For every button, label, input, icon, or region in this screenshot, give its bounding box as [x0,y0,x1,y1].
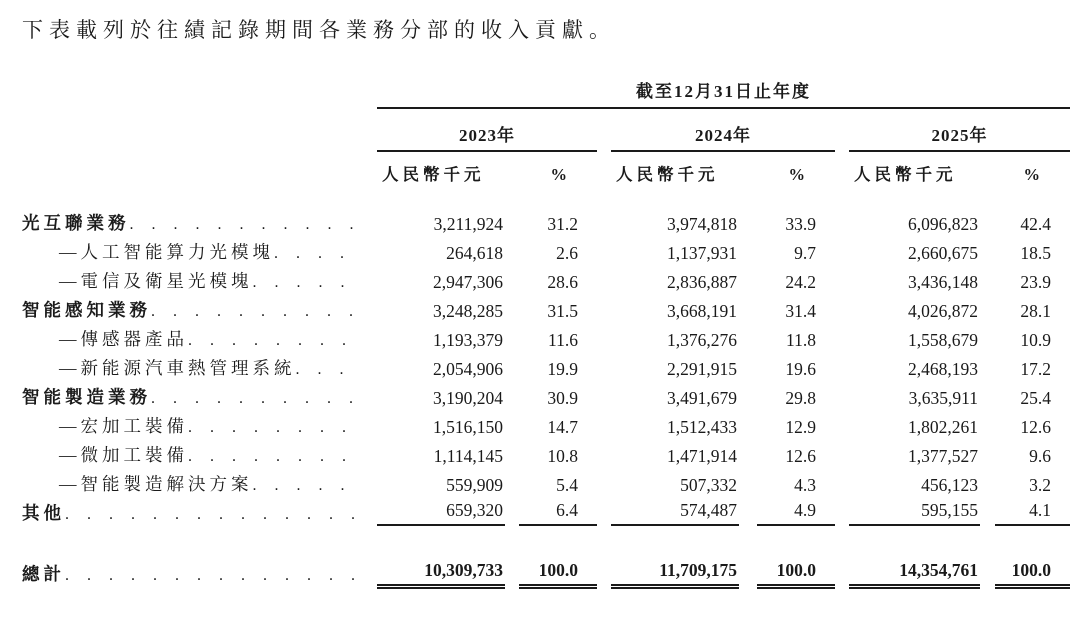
gap-cell [505,293,519,322]
gap-cell [597,351,611,380]
gap-cell [980,151,995,191]
amount-2024: 507,332 [680,475,737,495]
spacer-row [22,525,1070,552]
gap-cell [505,496,519,525]
pct-2023: 11.6 [548,330,578,350]
gap-cell [597,409,611,438]
pct-2023: 31.5 [547,301,578,321]
gap-cell [739,151,757,191]
gap-cell [835,322,849,351]
empty-cell [22,108,377,151]
table-row [22,322,1070,351]
amount-2025: 4,026,872 [908,301,978,321]
empty-cell [22,151,377,191]
gap-cell [980,264,995,293]
amount-2023: 1,193,379 [433,330,503,350]
total-amount-2025: 14,354,761 [849,552,980,586]
gap-cell [505,351,519,380]
pct-2024: 19.6 [785,359,816,379]
table-row [22,409,1070,438]
total-pct-2023: 100.0 [519,552,597,586]
amount-2025: 1,377,527 [908,446,978,466]
amount-2023: 2,054,906 [433,359,503,379]
total-pct-2024: 100.0 [757,552,835,586]
dot-leader [65,564,361,585]
total-row [22,552,1070,586]
year-header-row [22,108,1070,151]
amount-2025: 595,155 [849,496,980,525]
amount-2025: 2,660,675 [908,243,978,263]
gap-cell [505,409,519,438]
table-footer [22,525,1070,586]
total-label: 總計 [22,564,65,584]
dot-leader [151,300,361,321]
gap-cell [597,496,611,525]
amount-2023: 1,114,145 [433,446,503,466]
segment-label: 智能製造業務 [22,387,151,407]
amount-2024: 1,471,914 [667,446,737,466]
pct-2023: 31.2 [547,214,578,234]
percent-header-2024: % [788,165,805,184]
period-header-row [22,76,1070,108]
segment-label: —微加工裝備 [59,445,188,465]
year-header-2025: 2025年 [849,108,1070,151]
pct-2024: 29.8 [785,388,816,408]
gap-cell [739,467,757,496]
segment-label-cell [22,322,377,351]
gap-cell [739,322,757,351]
pct-2023: 10.8 [547,446,578,466]
gap-cell [980,322,995,351]
pct-2025: 17.2 [1020,359,1052,379]
total-amount-2023: 10,309,733 [377,552,505,586]
gap-cell [835,264,849,293]
year-header-2023: 2023年 [377,108,597,151]
segment-label: —傳感器產品 [59,329,188,349]
table-row [22,351,1070,380]
segment-label-cell [22,293,377,322]
total-pct-2025: 100.0 [995,552,1070,586]
segment-label: —新能源汽車熱管理系統 [59,358,296,378]
table-row [22,380,1070,409]
table-row [22,206,1070,235]
amount-2023: 659,320 [377,496,505,525]
amount-2024: 1,137,931 [667,243,737,263]
total-amount-2024: 11,709,175 [611,552,739,586]
gap-cell [597,380,611,409]
segment-label: 智能感知業務 [22,300,151,320]
gap-cell [835,108,849,151]
table-header [22,76,1070,206]
table-row [22,467,1070,496]
pct-2024: 31.4 [785,301,816,321]
gap-cell [835,552,849,586]
amount-2024: 2,836,887 [667,272,737,292]
segment-label-cell [22,409,377,438]
pct-2025: 3.2 [1029,475,1052,495]
pct-2023: 19.9 [547,359,578,379]
table-row [22,264,1070,293]
gap-cell [835,409,849,438]
pct-2023: 14.7 [547,417,578,437]
percent-header-2023: % [550,165,567,184]
gap-cell [505,151,519,191]
total-label-cell [22,552,377,586]
pct-2024: 11.8 [786,330,816,350]
amount-2025: 3,635,911 [908,388,978,408]
pct-2025: 10.9 [1020,330,1052,350]
dot-leader [296,358,362,379]
segment-label-cell [22,496,377,525]
amount-2023: 1,516,150 [433,417,503,437]
segment-label-cell [22,380,377,409]
gap-cell [980,351,995,380]
dot-leader [188,445,361,466]
amount-2023: 3,248,285 [433,301,503,321]
dot-leader [151,387,361,408]
amount-2023: 264,618 [446,243,503,263]
pct-2024: 9.7 [794,243,816,263]
gap-cell [739,409,757,438]
empty-cell [22,76,377,108]
amount-2024: 3,491,679 [667,388,737,408]
pct-2024: 12.6 [785,446,816,466]
segment-label: 其他 [22,503,65,523]
pct-2023: 5.4 [556,475,578,495]
pct-2023: 6.4 [519,496,597,525]
gap-cell [835,151,849,191]
amount-2024: 2,291,915 [667,359,737,379]
segment-label-cell [22,351,377,380]
gap-cell [980,552,995,586]
dot-leader [130,213,362,234]
dot-leader [65,503,361,524]
dot-leader [274,242,361,263]
gap-cell [505,264,519,293]
gap-cell [835,438,849,467]
gap-cell [835,351,849,380]
gap-cell [597,151,611,191]
segment-label: —人工智能算力光模塊 [59,242,274,262]
pct-2025: 25.4 [1020,388,1052,408]
pct-2025: 12.6 [1020,417,1052,437]
gap-cell [597,438,611,467]
pct-2024: 24.2 [785,272,816,292]
amount-unit-header-2024: 人民幣千元 [616,165,719,184]
segment-label-cell [22,206,377,235]
pct-2024: 33.9 [785,214,816,234]
percent-header-2025: % [1023,165,1041,184]
gap-cell [505,467,519,496]
pct-2023: 30.9 [547,388,578,408]
intro-text: 下表載列於往績記錄期間各業務分部的收入貢獻。 [22,18,616,42]
dot-leader [253,271,362,292]
amount-2024: 574,487 [611,496,739,525]
amount-2024: 1,512,433 [667,417,737,437]
segment-label: 光互聯業務 [22,213,130,233]
table-row [22,235,1070,264]
amount-2025: 456,123 [921,475,978,495]
table-row [22,293,1070,322]
gap-cell [835,467,849,496]
gap-cell [980,496,995,525]
pct-2024: 12.9 [785,417,816,437]
gap-cell [739,293,757,322]
gap-cell [597,235,611,264]
gap-cell [739,264,757,293]
pct-2024: 4.3 [794,475,816,495]
segment-label-cell [22,264,377,293]
gap-cell [835,293,849,322]
pct-2025: 42.4 [1020,214,1052,234]
pct-2023: 28.6 [547,272,578,292]
pct-2025: 18.5 [1020,243,1052,263]
table-row [22,496,1070,525]
amount-unit-header-2023: 人民幣千元 [382,165,485,184]
gap-cell [739,206,757,235]
period-header: 截至12月31日止年度 [377,76,1070,108]
amount-2025: 2,468,193 [908,359,978,379]
year-header-2024: 2024年 [611,108,835,151]
amount-2025: 1,558,679 [908,330,978,350]
dot-leader [253,474,362,495]
unit-header-row [22,151,1070,191]
gap-cell [505,322,519,351]
amount-2023: 2,947,306 [433,272,503,292]
amount-2023: 3,211,924 [433,214,503,234]
segment-label-cell [22,438,377,467]
segment-label: —智能製造解決方案 [59,474,253,494]
gap-cell [505,206,519,235]
gap-cell [980,438,995,467]
gap-cell [980,380,995,409]
amount-2024: 1,376,276 [667,330,737,350]
pct-2023: 2.6 [556,243,578,263]
segment-label-cell [22,235,377,264]
gap-cell [597,552,611,586]
gap-cell [505,380,519,409]
gap-cell [980,293,995,322]
amount-2024: 3,974,818 [667,214,737,234]
gap-cell [739,380,757,409]
dot-leader [188,329,361,350]
segment-label-cell [22,467,377,496]
gap-cell [597,108,611,151]
gap-cell [980,467,995,496]
table-row [22,438,1070,467]
segment-label: —宏加工裝備 [59,416,188,436]
gap-cell [739,235,757,264]
pct-2024: 4.9 [757,496,835,525]
gap-cell [597,293,611,322]
spacer-row [22,191,1070,206]
revenue-contribution-table [22,76,1070,589]
gap-cell [739,496,757,525]
table-body [22,206,1070,525]
gap-cell [835,496,849,525]
gap-cell [980,409,995,438]
gap-cell [739,351,757,380]
gap-cell [739,552,757,586]
pct-2025: 9.6 [1029,446,1052,466]
dot-leader [188,416,361,437]
segment-label: —電信及衛星光模塊 [59,271,253,291]
gap-cell [505,552,519,586]
amount-2024: 3,668,191 [667,301,737,321]
gap-cell [597,206,611,235]
gap-cell [980,206,995,235]
gap-cell [597,264,611,293]
amount-2025: 3,436,148 [908,272,978,292]
amount-unit-header-2025: 人民幣千元 [854,165,957,184]
amount-2025: 6,096,823 [908,214,978,234]
gap-cell [597,322,611,351]
gap-cell [505,438,519,467]
gap-cell [835,206,849,235]
amount-2023: 3,190,204 [433,388,503,408]
gap-cell [980,235,995,264]
pct-2025: 28.1 [1020,301,1052,321]
amount-2023: 559,909 [446,475,503,495]
gap-cell [835,380,849,409]
gap-cell [739,438,757,467]
gap-cell [505,235,519,264]
pct-2025: 4.1 [995,496,1070,525]
amount-2025: 1,802,261 [908,417,978,437]
gap-cell [597,467,611,496]
pct-2025: 23.9 [1020,272,1052,292]
gap-cell [835,235,849,264]
